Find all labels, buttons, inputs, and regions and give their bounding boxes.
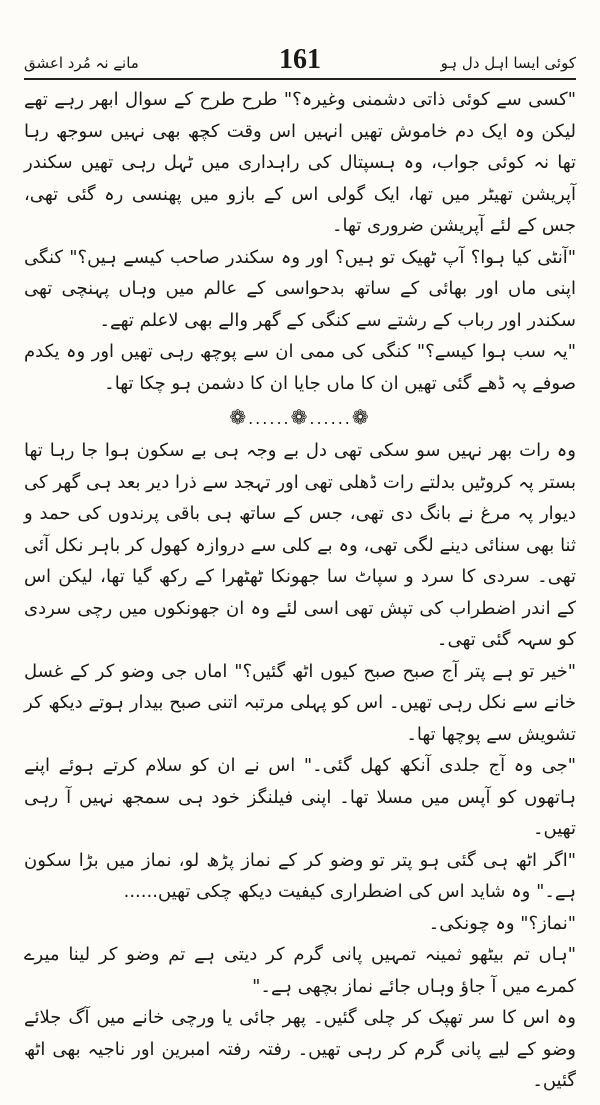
paragraph: "خیر تو ہے پتر آج صبح صبح کیوں اٹھ گئیں؟" اماں جی وضو کر کے غسل خانے سے نکل رہی تھیں۔ اس کو پہلی مرتبہ اتنی صبح بیدار ہوتے دیکھ کر تشویش سے پوچھا تھا۔	[24, 660, 576, 745]
paragraph: "آنٹی کیا ہوا؟ آپ ٹھیک تو ہیں؟ اور وہ سکندر صاحب کیسے ہیں؟" کنگی اپنی ماں اور بھائی کے ساتھ بدحواسی کے عالم میں وہاں پہنچی تھی سکندر اور رباب کے رشتے سے کنگی کے گھر والے بھی لاعلم تھے۔	[24, 246, 576, 331]
flower-ornament-icon: ❁	[351, 405, 371, 429]
flower-ornament-icon: ❁	[290, 405, 310, 429]
paragraph: وہ رات بھر نہیں سو سکی تھی دل بے وجہ ہی بے سکون ہوا جا رہا تھا بستر پہ کروٹیں بدلتے رات ڈھلی تھی اور تہجد سے ذرا دیر بعد ہی گھر کی دیوار پہ مرغ نے بانگ دی تھی، جس کے ساتھ ہی باقی پرندوں کی حمد و ثنا بھی سنائی دینے لگی تھی، وہ بے کلی سے دروازہ کھول کر باہر نکل آئی تھی۔ سردی کا سرد و سپاٹ سا جھونکا ٹھٹھرا کے رکھ گیا تھا، لیکن اس کے اندر اضطراب کی تپش تھی اسی لئے وہ ان جھونکوں میں رچی سردی کو سہہ گئی تھی۔	[24, 440, 576, 650]
page-header	[24, 34, 576, 80]
paragraph: "کسی سے کوئی ذاتی دشمنی وغیرہ؟" طرح طرح کے سوال ابھر رہے تھے لیکن وہ ایک دم خاموش تھیں انہیں اس وقت کچھ بھی نہیں سوجھ رہا تھا نہ کوئی جواب، وہ ہسپتال کی راہداری میں ٹہل رہی تھیں سکندر آپریشن تھیٹر میں تھا، ایک گولی اس کے بازو میں پھنسی رہ گئی تھی، جس کے لئے آپریشن ضروری تھا۔	[24, 89, 576, 236]
header-book-title: مانے نہ مُرد اعشق	[24, 54, 139, 72]
page-body	[24, 84, 576, 1097]
divider-dots: ......	[309, 409, 352, 428]
paragraph: "اگر اٹھ ہی گئی ہو پتر تو وضو کر کے نماز پڑھ لو، نماز میں بڑا سکون ہے۔" وہ شاید اس کی اضطراری کیفیت دیکھ چکی تھیں......	[24, 849, 576, 902]
header-chapter-title: کوئی ایسا اہل دل ہو	[440, 54, 576, 72]
paragraph: "جی وہ آج جلدی آنکھ کھل گئی۔" اس نے ان کو سلام کرتے ہوئے اپنے ہاتھوں کو آپس میں مسلا تھا۔ اپنی فیلنگز خود ہی سمجھ نہیں آ رہی تھیں۔	[24, 755, 576, 839]
paragraph: "ہاں تم بیٹھو ثمینہ تمہیں پانی گرم کر دیتی ہے تم وضو کر لینا میرے کمرے میں آ جاؤ وہاں جائے نماز بچھی ہے۔"	[24, 944, 576, 997]
section-divider	[24, 399, 576, 435]
paragraph: "یہ سب ہوا کیسے؟" کنگی کی ممی ان سے پوچھ رہی تھیں اور وہ یکدم صوفے پہ ڈھے گئی تھیں ان کا ماں جایا ان کا دشمن ہو چکا تھا۔	[24, 341, 576, 394]
paragraph: "نماز؟" وہ چونکی۔	[428, 912, 576, 934]
page-number: 161	[279, 44, 321, 75]
paragraph: وہ اس کا سر تھپک کر چلی گئیں۔ پھر جائی یا ورچی خانے میں آگ جلائے وضو کے لیے پانی گرم کر رہی تھیں۔ رفتہ رفتہ امبرین اور ناجیہ بھی اٹھ گئیں۔	[24, 1007, 576, 1091]
flower-ornament-icon: ❁	[229, 405, 249, 429]
divider-dots: ......	[248, 409, 291, 428]
